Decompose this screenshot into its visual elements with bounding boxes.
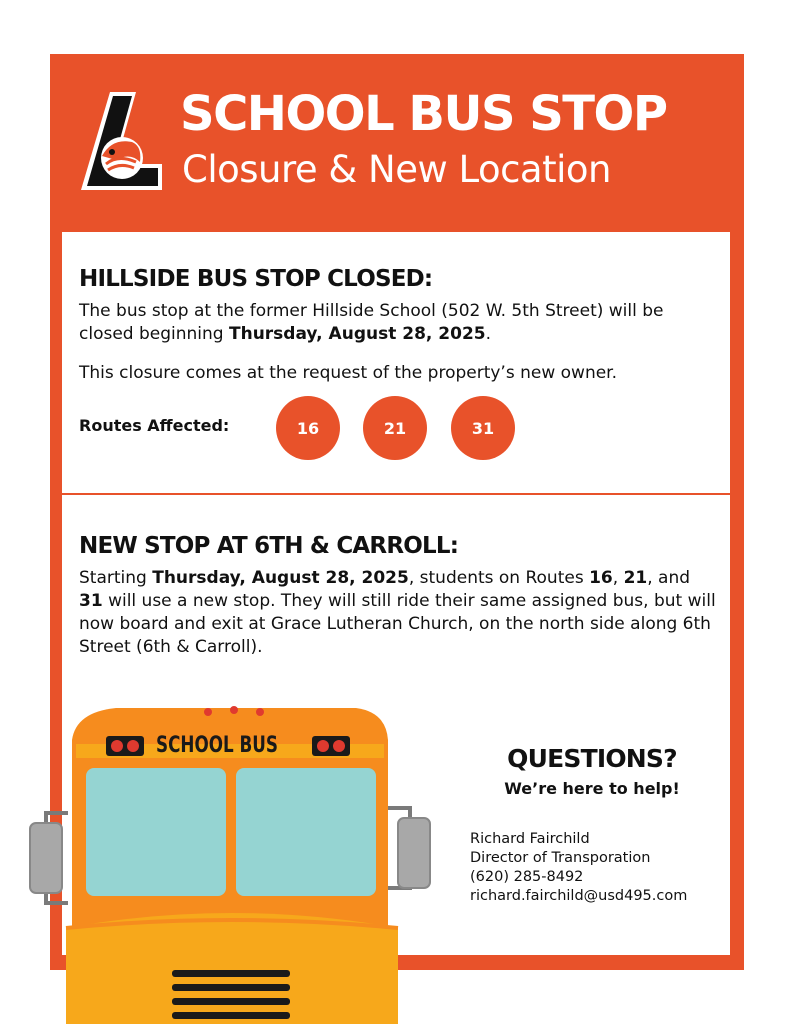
closure-heading: HILLSIDE BUS STOP CLOSED: (79, 266, 433, 292)
text-span: Starting (79, 568, 153, 588)
school-bus-icon (26, 698, 446, 1024)
route-31: 31 (79, 591, 103, 611)
route-16: 16 (589, 568, 613, 588)
questions-title: QUESTIONS? (507, 744, 677, 773)
contact-info (470, 830, 720, 906)
new-stop-paragraph (79, 567, 719, 659)
route-badge-31: 31 (451, 396, 515, 460)
text-span: , students on Routes (408, 568, 590, 588)
closure-paragraph (79, 300, 719, 346)
contact-name: Richard Fairchild (470, 831, 590, 847)
route-21: 21 (623, 568, 648, 588)
school-logo-icon (78, 90, 166, 194)
route-badge-16: 16 (276, 396, 340, 460)
questions-block (502, 744, 682, 798)
start-date: Thursday, August 28, 2025 (152, 568, 409, 588)
route-badge-21: 21 (363, 396, 427, 460)
text-span: , (612, 568, 624, 588)
section-divider (62, 493, 730, 495)
header (50, 54, 744, 230)
closure-period: . (485, 324, 492, 344)
routes-affected-label: Routes Affected: (79, 416, 230, 435)
bus-sign: SCHOOL BUS (156, 733, 278, 758)
questions-subtitle: We’re here to help! (504, 779, 680, 798)
text-span: , and (647, 568, 691, 588)
page-subtitle: Closure & New Location (182, 148, 611, 191)
contact-email[interactable]: richard.fairchild@usd495.com (470, 888, 688, 904)
contact-phone[interactable]: (620) 285-8492 (470, 869, 584, 885)
closure-text: The bus stop at the former Hillside School (502 W. 5th Street) will be closed beginning (79, 301, 664, 344)
contact-role: Director of Transporation (470, 850, 651, 866)
text-span: will use a new stop. They will still ride their same assigned bus, but will now board and exit at Grace Lutheran Church, on the north side along 6th Street (6th & Carroll). (79, 591, 716, 657)
new-stop-heading: NEW STOP AT 6TH & CARROLL: (79, 533, 459, 559)
closure-date: Thursday, August 28, 2025 (229, 324, 486, 344)
closure-reason: This closure comes at the request of the property’s new owner. (79, 363, 618, 383)
page-title: SCHOOL BUS STOP (180, 86, 667, 142)
